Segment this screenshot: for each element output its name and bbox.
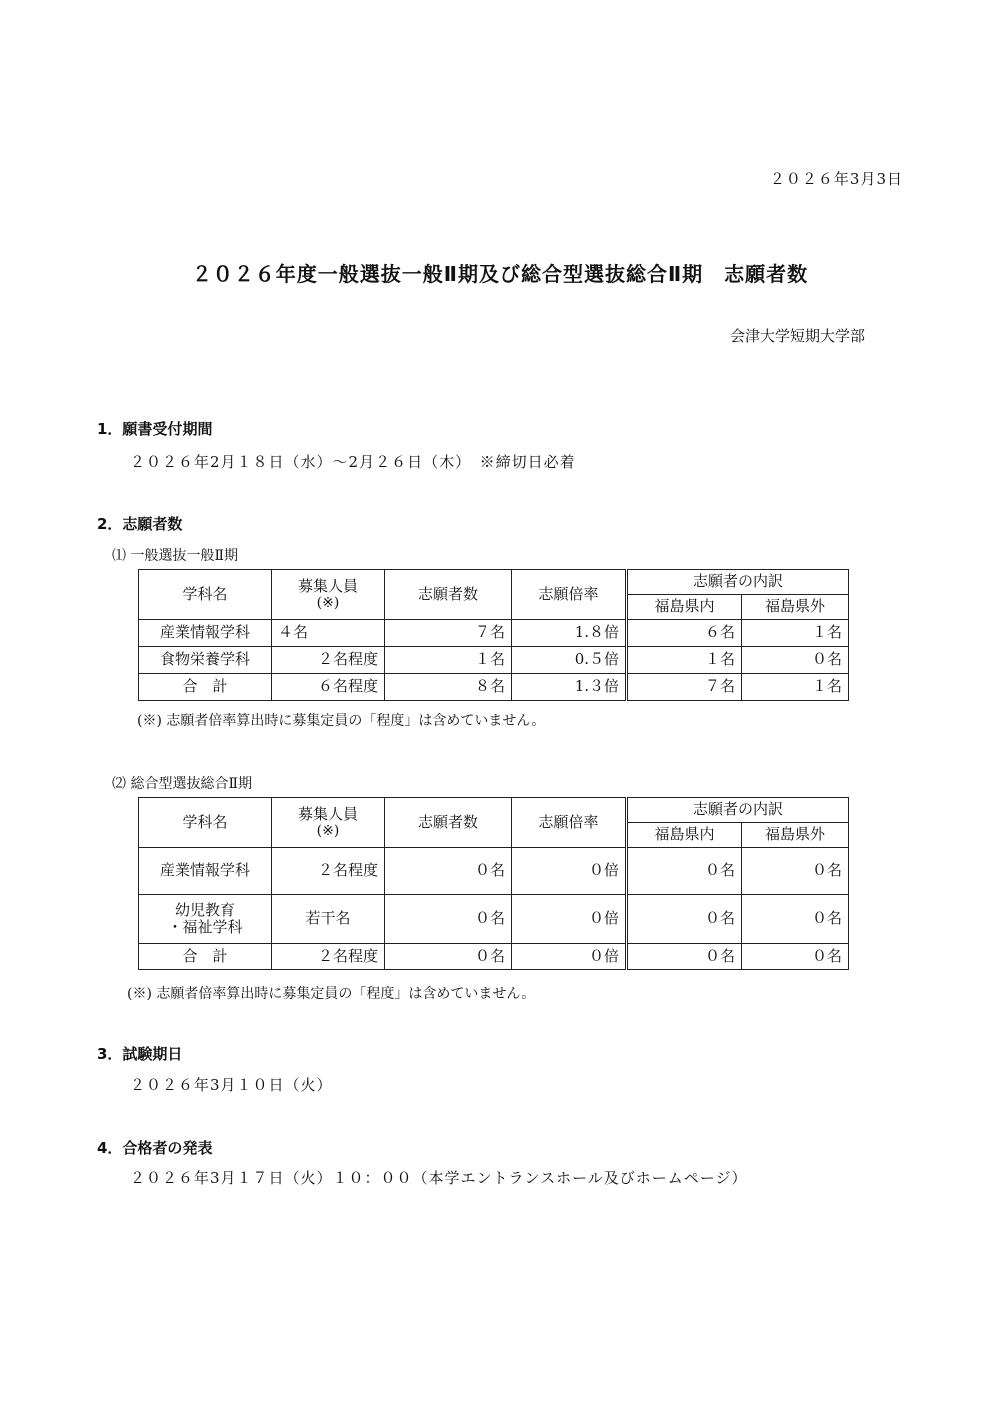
announcement-text: ２０２６年3月１７日（火）１０：００（本学エントランスホール及びホームページ） [130, 1169, 748, 1187]
cell-outside: ０名 [742, 895, 849, 944]
cell-quota: ２名程度 [272, 944, 385, 970]
cell-dept: 産業情報学科 [139, 620, 272, 647]
cell-inside: ６名 [627, 620, 742, 647]
cell-outside: １名 [742, 674, 849, 701]
cell-ratio: ０倍 [512, 944, 627, 970]
cell-inside: ０名 [627, 895, 742, 944]
cell-quota: ２名程度 [272, 848, 385, 895]
cell-ratio: ０倍 [512, 895, 627, 944]
table-row [139, 895, 849, 944]
header-breakdown: 志願者の内訳 [627, 798, 849, 823]
cell-quota: 若干名 [272, 895, 385, 944]
cell-inside: １名 [627, 647, 742, 674]
section-applicants-heading: 2．志願者数 [97, 515, 183, 533]
cell-inside: ７名 [627, 674, 742, 701]
header-applicants: 志願者数 [385, 570, 512, 620]
cell-applicants: ０名 [385, 848, 512, 895]
cell-dept: 合 計 [139, 674, 272, 701]
section-announcement-heading: 4．合格者の発表 [97, 1139, 213, 1157]
header-quota-line2: (※) [316, 595, 340, 612]
header-dept: 学科名 [139, 798, 272, 848]
cell-applicants: １名 [385, 647, 512, 674]
exam-date-text: ２０２６年3月１０日（火） [130, 1076, 333, 1094]
cell-quota: ２名程度 [272, 647, 385, 674]
header-quota [272, 798, 385, 848]
table-row [139, 620, 849, 647]
header-inside: 福島県内 [627, 823, 742, 848]
general-selection-table [138, 569, 849, 701]
cell-dept: 食物栄養学科 [139, 647, 272, 674]
general-selection-note: (※) 志願者倍率算出時に募集定員の「程度」は含めていません。 [137, 713, 546, 729]
table-row [139, 848, 849, 895]
cell-dept: 合 計 [139, 944, 272, 970]
cell-outside: １名 [742, 620, 849, 647]
cell-applicants: ８名 [385, 674, 512, 701]
cell-inside: ０名 [627, 848, 742, 895]
cell-dept: 産業情報学科 [139, 848, 272, 895]
header-ratio: 志願倍率 [512, 570, 627, 620]
document-title: ２０２６年度一般選抜一般Ⅱ期及び総合型選抜総合Ⅱ期 志願者数 [191, 262, 809, 286]
header-quota-line1: 募集人員 [297, 804, 358, 823]
comprehensive-selection-note: (※) 志願者倍率算出時に募集定員の「程度」は含めていません。 [127, 986, 536, 1002]
header-quota-line1: 募集人員 [297, 576, 358, 595]
general-selection-heading: ⑴ 一般選抜一般Ⅱ期 [112, 548, 238, 564]
header-ratio: 志願倍率 [512, 798, 627, 848]
cell-outside: ０名 [742, 848, 849, 895]
section-application-period-heading: 1．願書受付期間 [97, 420, 213, 438]
comprehensive-selection-table [138, 797, 849, 970]
cell-applicants: ０名 [385, 944, 512, 970]
table-total-row [139, 944, 849, 970]
cell-outside: ０名 [742, 944, 849, 970]
cell-dept [139, 895, 272, 944]
header-dept: 学科名 [139, 570, 272, 620]
header-outside: 福島県外 [742, 595, 849, 620]
comprehensive-selection-heading: ⑵ 総合型選抜総合Ⅱ期 [112, 776, 252, 792]
header-quota [272, 570, 385, 620]
cell-dept-line1: 幼児教育 [174, 900, 235, 919]
organization-name: 会津大学短期大学部 [729, 327, 865, 345]
cell-quota: ４名 [272, 620, 385, 647]
cell-outside: ０名 [742, 647, 849, 674]
section-exam-date-heading: 3．試験期日 [97, 1045, 183, 1063]
cell-ratio: 0.５倍 [512, 647, 627, 674]
header-inside: 福島県内 [627, 595, 742, 620]
cell-ratio: 1.８倍 [512, 620, 627, 647]
cell-applicants: ０名 [385, 895, 512, 944]
table-total-row [139, 674, 849, 701]
header-outside: 福島県外 [742, 823, 849, 848]
cell-inside: ０名 [627, 944, 742, 970]
header-quota-line2: (※) [316, 823, 340, 840]
application-period-text: ２０２６年2月１８日（水）～2月２６日（木） ※締切日必着 [130, 453, 576, 471]
header-breakdown: 志願者の内訳 [627, 570, 849, 595]
table-header-row [139, 798, 849, 823]
table-row [139, 647, 849, 674]
cell-dept-line2: ・福祉学科 [167, 918, 243, 936]
cell-quota: ６名程度 [272, 674, 385, 701]
cell-applicants: ７名 [385, 620, 512, 647]
header-applicants: 志願者数 [385, 798, 512, 848]
cell-ratio: 1.３倍 [512, 674, 627, 701]
document-date: ２０２６年3月3日 [769, 170, 903, 188]
cell-ratio: ０倍 [512, 848, 627, 895]
table-header-row [139, 570, 849, 595]
